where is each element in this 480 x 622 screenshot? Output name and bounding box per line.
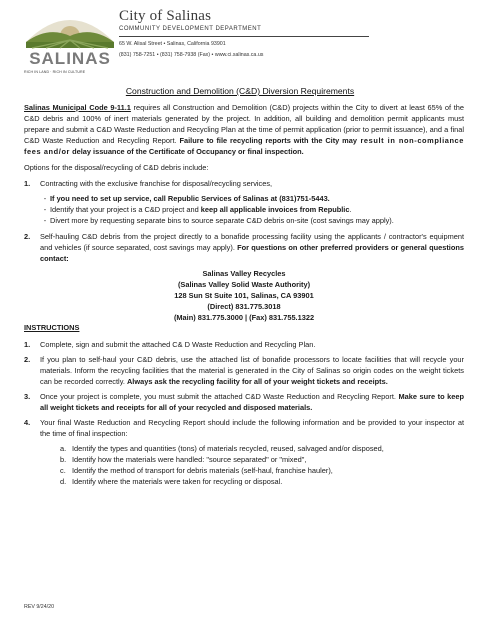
instruction-3-text: Once your project is complete, you must submit the attached C&D Waste Reduction and Recycling Report. <box>40 392 399 401</box>
instruction-4-text: Your final Waste Reduction and Recycling Report should include the following information and be provided to your inspector at the time of final inspection: <box>40 418 464 438</box>
option-2-text: Self-hauling C&D debris from the project directly to a bonafide processing facility using the applicants / contractor's equipment and vehicles (if source separated, cost savings may apply). <box>40 232 464 252</box>
intro-paragraph <box>24 102 464 157</box>
options-label: Options for the disposal/recycling of C&D debris include: <box>24 163 209 172</box>
option-2 <box>24 231 464 264</box>
instruction-1: 1. Complete, sign and submit the attached C& D Waste Reduction and Recycling Plan. <box>24 339 464 350</box>
city-info <box>119 8 369 59</box>
intro-text: requires all Construction and Demolition (C&D) projects within the City to divert at least 65% of the C&D debris and 100% of inert materials generated by the project. In addition, all building and demolition permit applicants must prepare and submit a C&D Waste Reduction and Recycling Plan at the time of permit application (prior to permit issuance), and a final C&D Waste Reduction and Recycling Report. <box>24 103 464 145</box>
document-body <box>24 102 464 487</box>
contact-block <box>24 268 464 323</box>
contact-main-phone: (Main) 831.775.3000 | (Fax) 831.755.1322 <box>173 313 315 322</box>
municipal-code-ref: Salinas Municipal Code 9-11.1 <box>24 103 131 112</box>
option-1-bullet-3-text: Divert more by requesting separate bins to source separate C&D debris on-site (cost savings may apply). <box>50 216 394 225</box>
instruction-1-text: Complete, sign and submit the attached C& D Waste Reduction and Recycling Plan. <box>40 340 316 349</box>
instruction-2-bold: Always ask the recycling facility for all of your weight tickets and receipts. <box>126 377 388 386</box>
document-title: Construction and Demolition (C&D) Diversion Requirements <box>125 86 355 96</box>
option-2-number: 2. <box>24 232 31 241</box>
option-1-bullet-3: - Divert more by requesting separate bins to source separate C&D debris on-site (cost savings may apply). <box>40 215 464 226</box>
option-1-bullet-1: - If you need to set up service, call Republic Services of Salinas at (831)751-5443. <box>40 193 464 204</box>
instruction-4: 4. Your final Waste Reduction and Recycling Report should include the following information and be provided to your inspector at the time of final inspection: <box>24 418 464 438</box>
list-item: d. Identify where the materials were taken for recycling or disposal. <box>60 477 283 486</box>
logo-tagline: RICH IN LAND · RICH IN CULTURE <box>24 70 86 74</box>
instructions-heading: INSTRUCTIONS <box>24 323 80 332</box>
instruction-2-text: If you plan to self-haul your C&D debris, use the attached list of bonafide processors to locate facilities that will recycle your materials. Inform the recycling facilities that the material is generated in the City of Salinas so origin codes on the weight tickets can be recorded correctly. <box>40 355 464 386</box>
contact-org: (Salinas Valley Solid Waste Authority) <box>177 280 311 289</box>
option-1-number: 1. <box>24 179 31 188</box>
department-name: COMMUNITY DEVELOPMENT DEPARTMENT <box>119 26 262 32</box>
option-1-text: Contracting with the exclusive franchise for disposal/recycling services, <box>40 179 273 188</box>
intro-warning-1: Failure to file recycling reports with the City may <box>179 136 357 145</box>
option-1-bullet-2-bold: keep all applicable invoices from Republic <box>200 205 350 214</box>
city-logo <box>24 4 116 78</box>
intro-warning-2: result in non-compliance fees and/or <box>24 136 464 156</box>
contact-name: Salinas Valley Recycles <box>202 269 286 278</box>
option-2-contact-prompt: For questions on other preferred providers or general questions contact: <box>40 243 464 263</box>
contact-direct-phone: (Direct) 831.775.3018 <box>207 302 281 311</box>
city-name: City of Salinas <box>119 8 212 24</box>
logo-wordmark: SALINAS <box>29 49 111 68</box>
letterhead <box>24 4 464 80</box>
revision-date: REV 9/24/20 <box>24 604 55 610</box>
instruction-3-bold: Make sure to keep all weight tickets and receipts for all of your recycled and disposed materials. <box>40 392 464 412</box>
address-line: 65 W. Alisal Street • Salinas, California 93901 <box>119 41 226 47</box>
intro-warning-3: delay issuance of the Certificate of Occupancy or final inspection. <box>70 147 304 156</box>
instruction-2: 2. If you plan to self-haul your C&D debris, use the attached list of bonafide processors to locate facilities that will recycle your materials. Inform the recycling facilities that the material is generated in the City of Salinas so origin codes on the weight tickets can be recorded correctly. Always ask the recycling facility for all of your weight tickets and receipts. <box>24 355 464 386</box>
report-requirements-list <box>60 443 464 487</box>
contact-address: 128 Sun St Suite 101, Salinas, CA 93901 <box>174 291 314 300</box>
list-item: b. Identify how the materials were handled: "source separated" or "mixed", <box>60 455 307 464</box>
list-item: a. Identify the types and quantities (tons) of materials recycled, reused, salvaged and/or disposed, <box>60 444 384 453</box>
option-1-bullet-1-text: If you need to set up service, call Republic Services of Salinas at (831)751-5443. <box>50 194 330 203</box>
option-1-bullet-2: - Identify that your project is a C&D project and keep all applicable invoices from Republic. <box>43 205 352 214</box>
contact-line: (831) 758-7251 • (831) 758-7938 (Fax) • www.ci.salinas.ca.us <box>119 52 264 58</box>
salinas-logo-graphic <box>24 4 116 70</box>
list-item: c. Identify the method of transport for debris materials (self-haul, franchise hauler), <box>60 466 333 475</box>
instruction-3: 3. Once your project is complete, you must submit the attached C&D Waste Reduction and Recycling Report. Make sure to keep all weight tickets and receipts for all of your recycled and disposed materials. <box>24 392 464 412</box>
header-divider <box>119 36 369 37</box>
option-1 <box>24 178 464 189</box>
option-1-bullet-2-text: Identify that your project is a C&D project and <box>50 205 201 214</box>
